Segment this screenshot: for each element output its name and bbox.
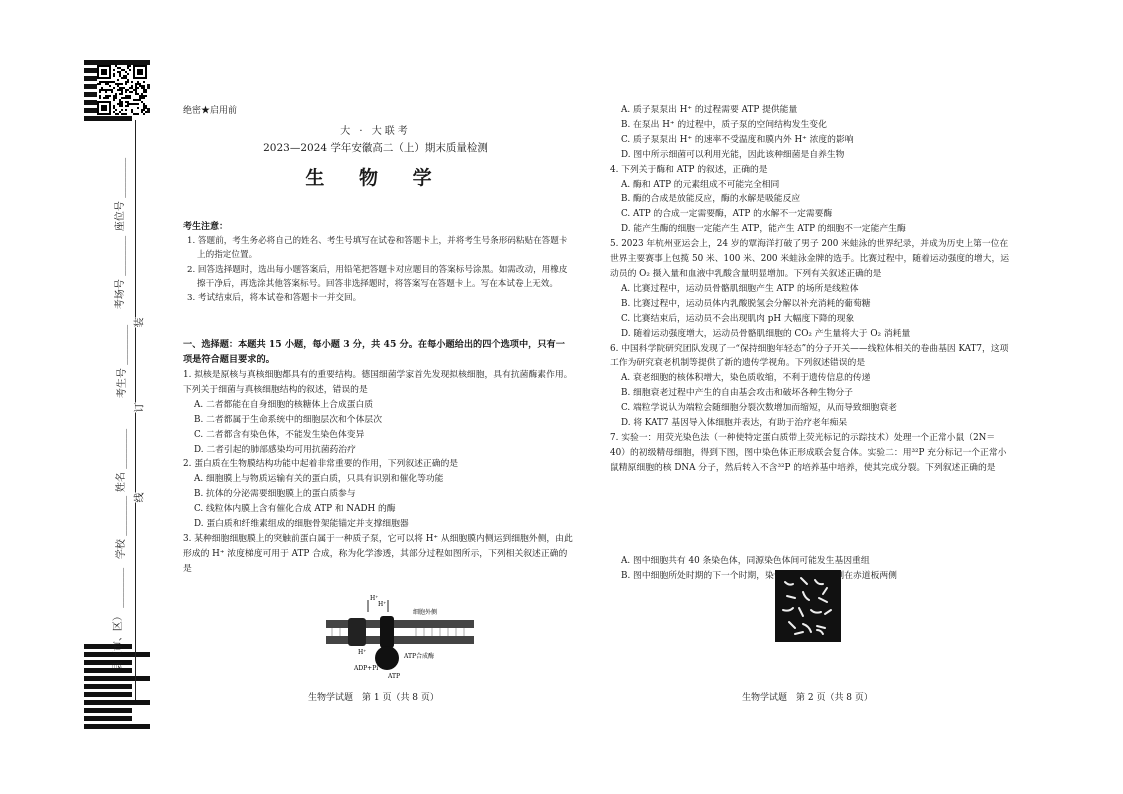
option: A. 二者都能在自身细胞的核糖体上合成蛋白质	[194, 399, 374, 410]
footer-right: 生物学试题 第 2 页（共 8 页）	[742, 693, 873, 703]
decorative-stripe	[84, 644, 132, 649]
field-school: 学校 ________	[116, 495, 128, 560]
option: A. 质子泵泵出 H⁺ 的过程需要 ATP 提供能量	[621, 105, 798, 115]
decorative-stripe	[84, 708, 132, 713]
option: A. 细胞膜上与物质运输有关的蛋白质，只具有识别和催化等功能	[194, 474, 444, 485]
question-5	[610, 237, 1010, 341]
option: C. 质子泵泵出 H⁺ 的速率不受温度和膜内外 H⁺ 浓度的影响	[621, 134, 854, 145]
question-3-options	[610, 103, 1010, 163]
question-stem: 2. 蛋白质在生物膜结构功能中起着非常重要的作用，下列叙述正确的是	[183, 459, 459, 470]
question-1	[183, 368, 573, 457]
note-item: 1. 答题前，考生务必将自己的姓名、考生号填写在试卷和答题卡上，并将考生号条形码粘贴在答题卡上的指定位置。	[187, 236, 568, 261]
field-seat: 座位号 ________	[115, 157, 127, 232]
title-block	[178, 122, 573, 190]
option: D. 蛋白质和纤维素组成的细胞骨架能锚定并支撑细胞器	[194, 519, 409, 530]
option: B. 在泵出 H⁺ 的过程中，质子泵的空间结构发生变化	[621, 119, 827, 130]
decorative-stripe	[84, 700, 150, 705]
question-stem: 3. 某种细胞细胞膜上的突触前蛋白属于一种质子泵，它可以将 H⁺ 从细胞膜内侧运到细胞外侧，由此形成的 H⁺ 浓度梯度可用于 ATP 合成，称为化学渗透，其部分过程如图所示，下列相关叙述正确的是	[183, 533, 573, 574]
question-stem: 1. 拟核是原核与真核细胞都具有的重要结构。德国细菌学家首先发现拟核细胞，具有抗菌酶素作用。下列关于细菌与真核细胞结构的叙述，错误的是	[183, 370, 573, 395]
field-examinee-no: 考生号 ________	[117, 324, 129, 399]
field-room: 考场号 ________	[115, 235, 127, 310]
option: A. 衰老细胞的核体积增大，染色质收缩，不利于遗传信息的传递	[621, 373, 871, 384]
question-3	[183, 532, 573, 577]
left-questions	[183, 368, 573, 577]
decorative-stripe	[84, 668, 132, 673]
option: B. 比赛过程中，运动员体内乳酸脱氢会分解以补充消耗的葡萄糖	[621, 298, 871, 309]
option: C. 二者都含有染色体，不能发生染色体变异	[194, 429, 365, 440]
option: A. 图中细胞共有 40 条染色体，同源染色体间可能发生基因重组	[621, 555, 870, 566]
note-item: 3. 考试结束后，将本试卷和答题卡一并交回。	[187, 293, 362, 304]
label-outside: 细胞外侧	[413, 609, 438, 616]
mark-zhuang: 装	[131, 318, 146, 328]
decorative-stripe	[84, 116, 132, 121]
notes	[183, 220, 573, 305]
label-h-plus: H⁺	[358, 649, 367, 656]
option: B. 细胞衰老过程中产生的自由基会攻击和破坏各种生物分子	[621, 388, 853, 399]
decorative-stripe	[84, 684, 132, 689]
decorative-stripe	[84, 724, 150, 729]
decorative-stripe	[84, 692, 132, 697]
section-heading: 一、选择题：本题共 15 小题，每小题 3 分，共 45 分。在每小题给出的四个选项中，只有一项是符合题目要求的。	[183, 339, 565, 365]
option: B. 图中细胞所处时期的下一个时期，染色体着丝粒可排列在赤道板两侧	[621, 570, 897, 581]
question-6	[610, 342, 1010, 431]
option: B. 酶的合成是放能反应，酶的水解是吸能反应	[621, 194, 801, 205]
label-atp-synthase: ATP合成酶	[404, 653, 435, 660]
label-adp-pi: ADP+Pi	[354, 665, 379, 672]
confidential-label: 绝密★启用前	[183, 106, 238, 116]
option: C. 线粒体内膜上含有催化合成 ATP 和 NADH 的酶	[194, 504, 396, 515]
right-questions	[610, 103, 1010, 583]
option: A. 酶和 ATP 的元素组成不可能完全相同	[621, 179, 780, 190]
option: C. 端粒学说认为端粒会随细胞分裂次数增加而缩短，从而导致细胞衰老	[621, 403, 897, 414]
mark-ding: 订	[131, 403, 146, 413]
question-4	[610, 163, 1010, 238]
mark-xian: 线	[131, 493, 146, 503]
option: C. ATP 的合成一定需要酶，ATP 的水解不一定需要酶	[621, 209, 833, 220]
subject-title: 生 物 学	[305, 167, 446, 189]
option: D. 将 KAT7 基因导入体细胞并表达，有助于治疗老年痴呆	[621, 418, 848, 429]
field-county: 县（市、区） ________	[113, 567, 125, 672]
label-atp: ATP	[388, 673, 401, 680]
question-2	[183, 457, 573, 532]
question-stem: 6. 中国科学院研究团队发现了一“保持细胞年轻态”的分子开关——线粒体相关的卷曲基因 KAT7，这项工作为研究衰老机制等提供了新的遗传学视角。下列叙述错误的是	[610, 343, 1009, 369]
question-7	[610, 431, 1010, 584]
option: D. 图中所示细菌可以利用光能，因此该种细菌是自养生物	[621, 149, 845, 160]
question-stem: 5. 2023 年杭州亚运会上，24 岁的覃海洋打破了男子 200 米蛙泳的世界纪录，并成为历史上第一位在世界主要赛事上包揽 50 米、100 米、200 米蛙泳金牌的选手。比赛过程中，随着运动强度的增大，运动员的 O₂ 摄入量和血液中乳酸含量明显增加。下列有关叙述正确的是	[610, 239, 1010, 279]
binding-margin	[0, 0, 175, 794]
label-h-plus: H⁺	[370, 595, 379, 602]
option: B. 抗体的分泌需要细胞膜上的蛋白质参与	[194, 489, 356, 500]
qr-code-icon	[97, 65, 147, 115]
notes-title: 考生注意：	[183, 222, 229, 232]
question-stem: 4. 下列关于酶和 ATP 的叙述，正确的是	[610, 164, 768, 175]
org-title: 大 · 大联考	[340, 126, 411, 137]
option: B. 二者都属于生命系统中的细胞层次和个体层次	[194, 414, 382, 425]
membrane-figure	[318, 592, 478, 680]
footer-left: 生物学试题 第 1 页（共 8 页）	[308, 693, 439, 703]
exam-title: 2023—2024 学年安徽高二（上）期末质量检测	[263, 142, 488, 154]
option: A. 比赛过程中，运动员骨骼肌细胞产生 ATP 的场所是线粒体	[621, 283, 859, 294]
option: C. 比赛结束后，运动员不会出现肌肉 pH 大幅度下降的现象	[621, 313, 855, 324]
option: D. 随着运动强度增大，运动员骨骼肌细胞的 CO₂ 产生量将大于 O₂ 消耗量	[621, 328, 911, 339]
chromosome-micrograph	[775, 570, 841, 642]
label-h-plus: H⁺	[378, 601, 387, 608]
field-name: 姓名 ________	[116, 428, 128, 493]
decorative-stripe	[84, 716, 132, 721]
decorative-stripe	[84, 676, 150, 681]
decorative-stripe	[84, 660, 132, 665]
option: D. 二者引起的肺部感染均可用抗菌药治疗	[194, 444, 356, 455]
option: D. 能产生酶的细胞一定能产生 ATP，能产生 ATP 的细胞不一定能产生酶	[621, 224, 906, 235]
question-stem: 7. 实验一：用荧光染色法（一种使特定蛋白质带上荧光标记的示踪技术）处理一个正常小鼠（2N＝40）的初级精母细胞，得到下图，图中染色体正形成联会复合体。实验二：用³²P 充分标记一个正常小鼠精原细胞的核 DNA 分子，然后转入不含³²P 的培养基中培养，使其完成分裂。下列叙述正确的是	[610, 432, 1007, 473]
note-item: 2. 回答选择题时，选出每小题答案后，用铅笔把答题卡对应题目的答案标号涂黑。如需改动，用橡皮擦干净后，再选涂其他答案标号。回答非选择题时，将答案写在答题卡上。写在本试卷上无效。	[187, 264, 568, 289]
